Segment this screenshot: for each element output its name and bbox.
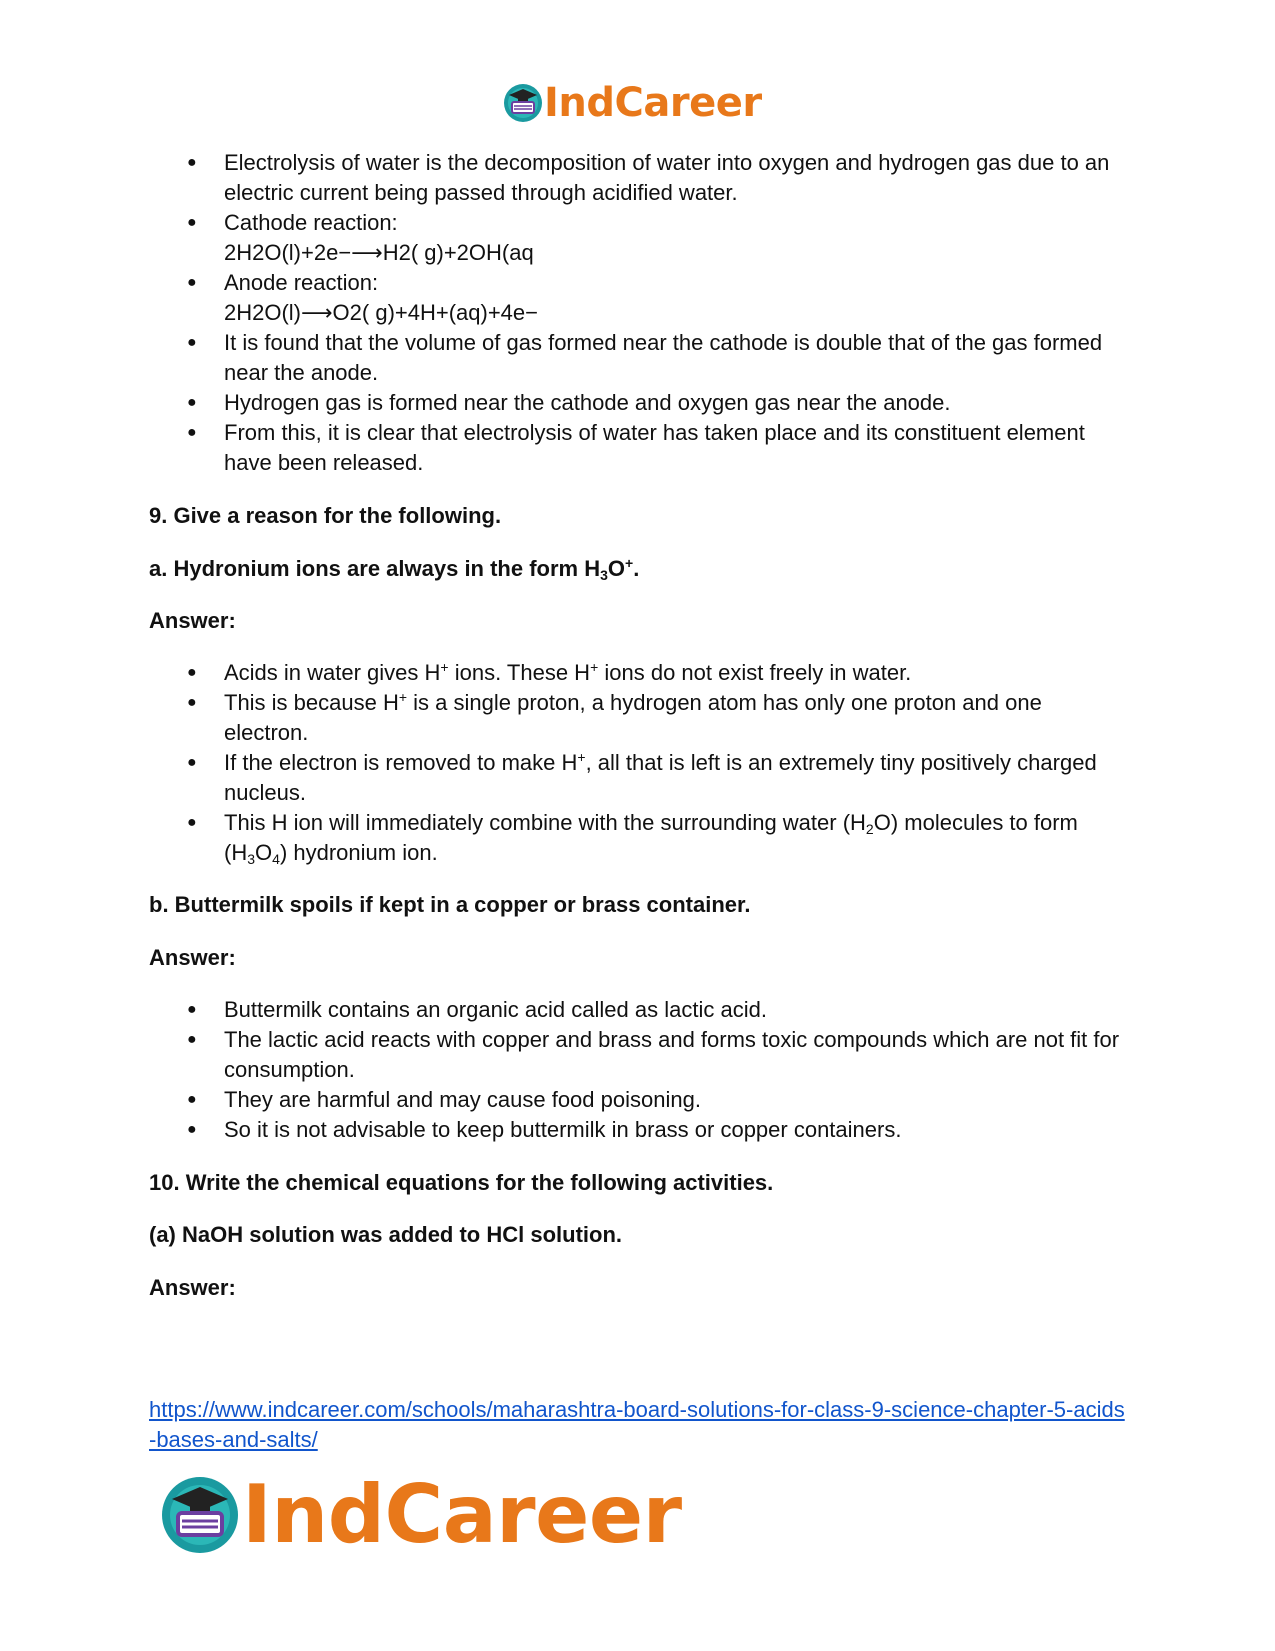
source-link[interactable]: https://www.indcareer.com/schools/maharashtra-board-solutions-for-class-9-science-chapter-5-acids-bases-and-salts/ — [149, 1397, 1125, 1452]
list-item — [149, 995, 1129, 1025]
list-item — [149, 688, 1129, 748]
list-item — [149, 148, 1129, 208]
question-9b-heading: b. Buttermilk spoils if kept in a copper or brass container. — [149, 892, 751, 917]
list-item — [149, 1115, 1129, 1145]
subscript: 3 — [600, 567, 608, 583]
text: This is because H — [224, 690, 399, 715]
list-item-text: Cathode reaction: — [224, 210, 398, 235]
heading-text: . — [633, 556, 640, 581]
list-item — [149, 328, 1129, 388]
buttermilk-answer-list — [149, 995, 1129, 1145]
list-item — [149, 808, 1129, 868]
list-item-text: Electrolysis of water is the decomposition of water into oxygen and hydrogen gas due to an electric current being passed through acidified water. — [224, 150, 1110, 205]
text: O) molecules to form (H — [224, 810, 1078, 865]
answer-label: Answer: — [149, 608, 236, 633]
list-item-text: Hydrogen gas is formed near the cathode and oxygen gas near the anode. — [224, 390, 951, 415]
heading-text: O — [607, 556, 626, 581]
graduation-cap-book-icon — [160, 1475, 240, 1555]
superscript: + — [590, 659, 599, 675]
answer-label: Answer: — [149, 945, 236, 970]
list-item — [149, 748, 1129, 808]
text: is a single proton, a hydrogen atom has only one proton and one electron. — [224, 690, 1042, 745]
text: ions. These H — [448, 660, 591, 685]
hydronium-answer-list — [149, 658, 1129, 868]
footer-logo — [160, 1470, 682, 1560]
text: O — [255, 840, 273, 865]
list-item — [149, 418, 1129, 478]
page-content — [149, 148, 1129, 1303]
cathode-equation: 2H2O(l)+2e−⟶H2( g)+2OH(aq — [224, 240, 534, 265]
anode-equation: 2H2O(l)⟶O2( g)+4H+(aq)+4e− — [224, 300, 539, 325]
text: , all that is left is an extremely tiny positively charged nucleus. — [224, 750, 1097, 805]
graduation-cap-book-icon — [503, 83, 543, 123]
text: This H ion will immediately combine with the surrounding water (H — [224, 810, 866, 835]
text: ions do not exist freely in water. — [598, 660, 912, 685]
question-9a-heading — [149, 554, 1129, 584]
list-item-text: From this, it is clear that electrolysis of water has taken place and its constituent element have been released. — [224, 420, 1085, 475]
subscript: 4 — [272, 851, 280, 867]
list-item — [149, 268, 1129, 328]
heading-text: a. Hydronium ions are always in the form H — [149, 556, 601, 581]
list-item-text: It is found that the volume of gas formed near the cathode is double that of the gas formed near the anode. — [224, 330, 1103, 385]
text: If the electron is removed to make H — [224, 750, 578, 775]
list-item-text: So it is not advisable to keep buttermilk in brass or copper containers. — [224, 1117, 902, 1142]
list-item-text: Buttermilk contains an organic acid called as lactic acid. — [224, 997, 767, 1022]
text: Acids in water gives H — [224, 660, 441, 685]
list-item-text: The lactic acid reacts with copper and brass and forms toxic compounds which are not fit for consumption. — [224, 1027, 1120, 1082]
list-item — [149, 658, 1129, 688]
answer-label: Answer: — [149, 1275, 236, 1300]
superscript: + — [440, 659, 449, 675]
list-item — [149, 1025, 1129, 1085]
logo-text: IndCareer — [242, 1468, 682, 1561]
question-9-heading: 9. Give a reason for the following. — [149, 503, 502, 528]
text: ) hydronium ion. — [279, 840, 438, 865]
question-10a-heading: (a) NaOH solution was added to HCl solution. — [149, 1222, 623, 1247]
list-item — [149, 388, 1129, 418]
logo-text: IndCareer — [544, 80, 762, 126]
header-logo — [503, 80, 762, 126]
superscript: + — [625, 555, 634, 571]
electrolysis-list — [149, 148, 1129, 478]
list-item — [149, 1085, 1129, 1115]
superscript: + — [577, 749, 586, 765]
subscript: 2 — [865, 821, 874, 837]
list-item — [149, 208, 1129, 268]
list-item-text: Anode reaction: — [224, 270, 379, 295]
list-item-text: They are harmful and may cause food poisoning. — [224, 1087, 701, 1112]
subscript: 3 — [247, 851, 256, 867]
question-10-heading: 10. Write the chemical equations for the following activities. — [149, 1170, 774, 1195]
superscript: + — [398, 689, 408, 705]
